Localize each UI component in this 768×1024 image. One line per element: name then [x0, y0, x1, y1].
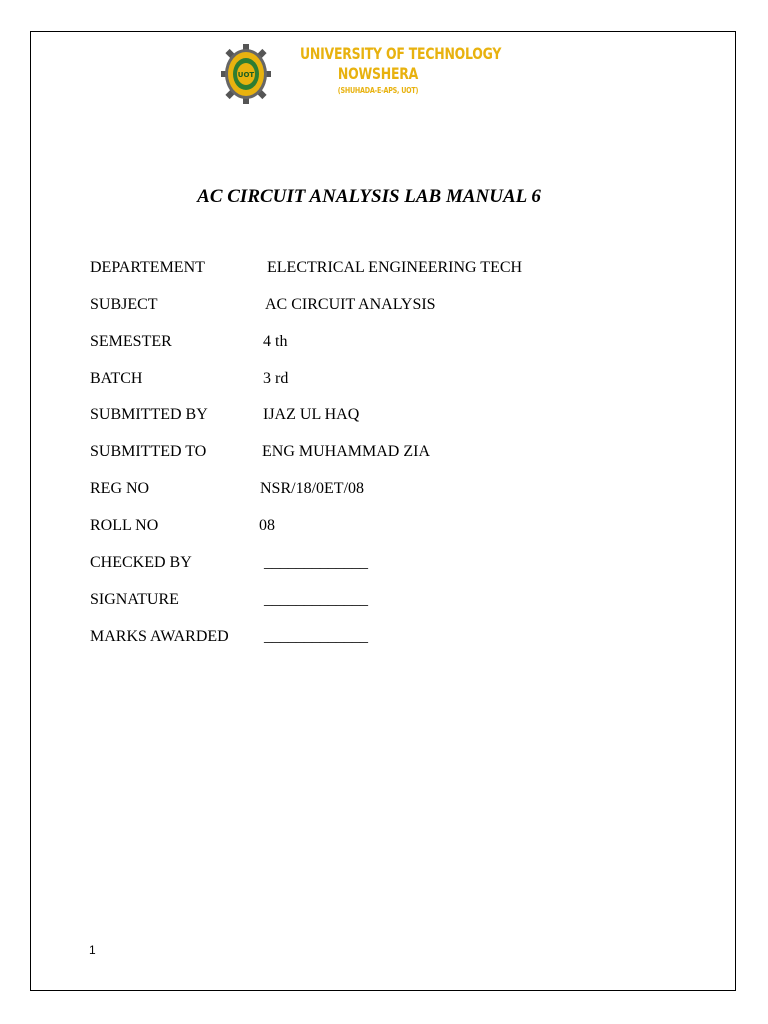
- field-label: ROLL NO: [90, 517, 159, 534]
- field-value: 08: [259, 517, 275, 534]
- field-value: ELECTRICAL ENGINEERING TECH: [267, 259, 523, 276]
- field-label: SIGNATURE: [90, 591, 179, 608]
- field-value: AC CIRCUIT ANALYSIS: [265, 296, 436, 313]
- field-value: ENG MUHAMMAD ZIA: [262, 443, 430, 460]
- field-value: NSR/18/0ET/08: [260, 480, 365, 497]
- page-border: [30, 31, 736, 991]
- svg-text:UOT: UOT: [237, 71, 255, 79]
- field-label: SUBJECT: [90, 296, 158, 313]
- field-value: IJAZ UL HAQ: [263, 406, 360, 423]
- field-label: MARKS AWARDED: [90, 628, 229, 645]
- field-label: REG NO: [90, 480, 150, 497]
- field-value: 3 rd: [263, 370, 289, 387]
- document-title: AC CIRCUIT ANALYSIS LAB MANUAL 6: [197, 186, 541, 207]
- signature-line: _____________: [264, 628, 368, 645]
- university-name-line1: UNIVERSITY OF TECHNOLOGY: [300, 44, 502, 63]
- field-label: SEMESTER: [90, 333, 172, 350]
- university-header: [221, 44, 521, 106]
- field-label: SUBMITTED TO: [90, 443, 207, 460]
- university-subtitle: (SHUHADA-E-APS, UOT): [337, 86, 419, 95]
- university-name: [278, 44, 502, 95]
- field-label: DEPARTEMENT: [90, 259, 205, 276]
- page-number: 1: [89, 943, 96, 957]
- signature-line: _____________: [264, 554, 368, 571]
- university-logo: [221, 44, 271, 104]
- signature-line: _____________: [264, 591, 368, 608]
- field-label: CHECKED BY: [90, 554, 192, 571]
- university-name-line2: NOWSHERA: [337, 64, 419, 83]
- field-value: 4 th: [263, 333, 288, 350]
- field-label: SUBMITTED BY: [90, 406, 208, 423]
- field-label: BATCH: [90, 370, 143, 387]
